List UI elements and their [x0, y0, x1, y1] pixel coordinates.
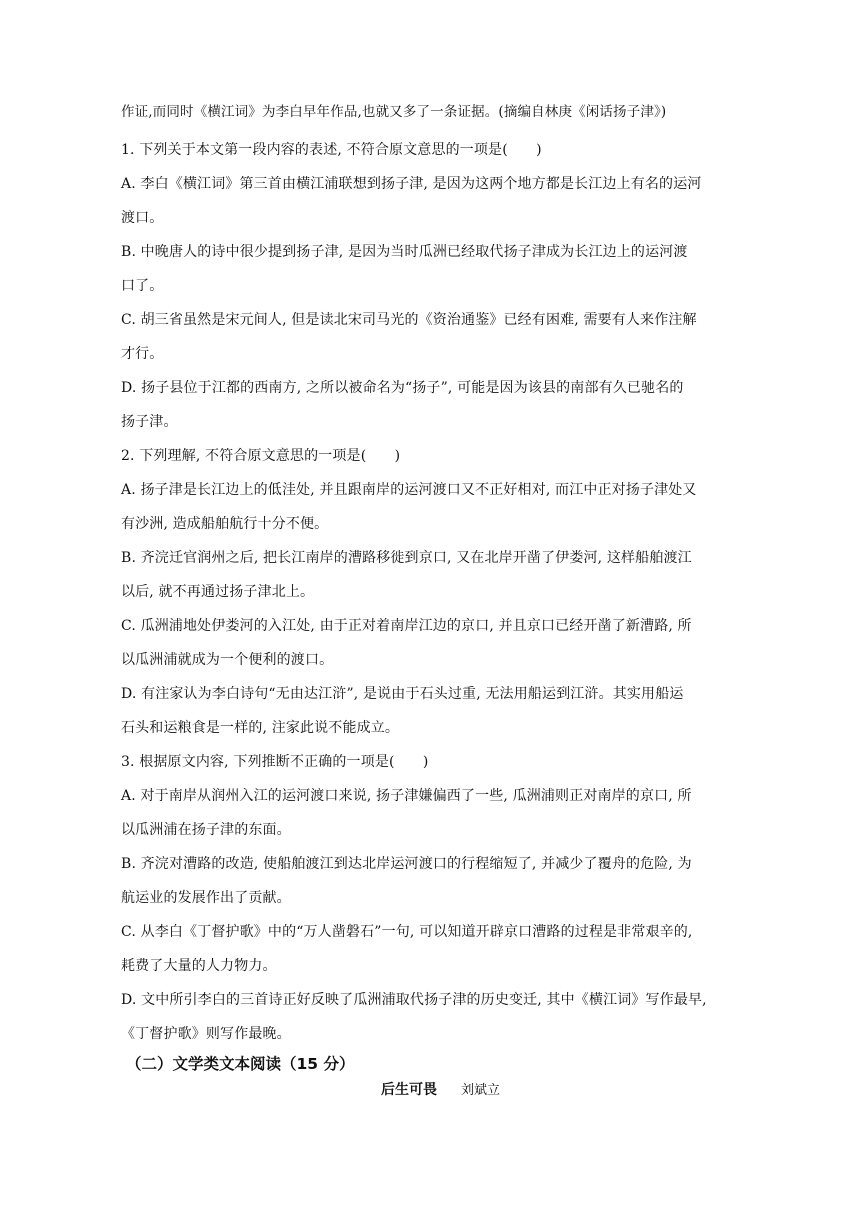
story-author: 刘斌立 — [461, 1083, 501, 1098]
q3-option-a-line2: 以瓜洲浦在扬子津的东面。 — [121, 822, 291, 838]
q1-option-c-line2: 才行。 — [121, 346, 164, 362]
q2-option-b-line1: B. 齐浣迁官润州之后, 把长江南岸的漕路移徙到京口, 又在北岸开凿了伊娄河, 这样船舶渡江 — [121, 550, 692, 566]
q3-option-b-line1: B. 齐浣对漕路的改造, 使船舶渡江到达北岸运河渡口的行程缩短了, 并减少了覆舟的危险, 为 — [121, 856, 692, 872]
question-3-stem: 3. 根据原文内容, 下列推断不正确的一项是( ) — [121, 754, 429, 770]
q3-option-d-line1: D. 文中所引李白的三首诗正好反映了瓜洲浦取代扬子津的历史变迁, 其中《横江词》写作最早, — [121, 992, 707, 1008]
q2-option-a-line1: A. 扬子津是长江边上的低洼处, 并且跟南岸的运河渡口又不正好相对, 而江中正对扬子津处又 — [121, 482, 697, 498]
section-heading: （二）文学类文本阅读（15 分） — [126, 1055, 355, 1073]
q3-option-b-line2: 航运业的发展作出了贡献。 — [121, 890, 291, 906]
q1-option-b-line2: 口了。 — [121, 278, 164, 294]
q2-option-b-line2: 以后, 就不再通过扬子津北上。 — [121, 584, 315, 600]
q1-option-b-line1: B. 中晚唐人的诗中很少提到扬子津, 是因为当时瓜洲已经取代扬子津成为长江边上的运河渡 — [121, 244, 688, 260]
story-title: 后生可畏 — [381, 1082, 437, 1098]
question-1-stem: 1. 下列关于本文第一段内容的表述, 不符合原文意思的一项是( ) — [121, 142, 542, 158]
q1-option-a-line1: A. 李白《横江词》第三首由横江浦联想到扬子津, 是因为这两个地方都是长江边上有名的运河 — [121, 176, 702, 192]
story-title-row — [381, 1080, 500, 1101]
q1-option-d-line1: D. 扬子县位于江都的西南方, 之所以被命名为“扬子”, 可能是因为该县的南部有久已驰名的 — [121, 380, 684, 396]
q2-option-d-line1: D. 有注家认为李白诗句“无由达江浒”, 是说由于石头过重, 无法用船运到江浒。其实用船运 — [121, 686, 684, 702]
q3-option-c-line2: 耗费了大量的人力物力。 — [121, 958, 277, 974]
q2-option-d-line2: 石头和运粮食是一样的, 注家此说不能成立。 — [121, 720, 400, 736]
q1-option-d-line2: 扬子津。 — [121, 414, 178, 430]
q2-option-a-line2: 有沙洲, 造成船舶航行十分不便。 — [121, 516, 329, 532]
question-2-stem: 2. 下列理解, 不符合原文意思的一项是( ) — [121, 448, 401, 464]
q3-option-a-line1: A. 对于南岸从润州入江的运河渡口来说, 扬子津嫌偏西了一些, 瓜洲浦则正对南岸的京口, 所 — [121, 788, 692, 804]
q1-option-c-line1: C. 胡三省虽然是宋元间人, 但是读北宋司马光的《资治通鉴》已经有困难, 需要有人来作注解 — [121, 312, 697, 328]
q3-option-c-line1: C. 从李白《丁督护歌》中的“万人凿磐石”一句, 可以知道开辟京口漕路的过程是非常艰辛的, — [121, 924, 693, 940]
intro-line: 作证,而同时《横江词》为李白早年作品,也就又多了一条证据。(摘编自林庚《闲话扬子津》) — [121, 104, 667, 120]
q1-option-a-line2: 渡口。 — [121, 210, 164, 226]
q2-option-c-line2: 以瓜洲浦就成为一个便利的渡口。 — [121, 652, 334, 668]
q2-option-c-line1: C. 瓜洲浦地处伊娄河的入江处, 由于正对着南岸江边的京口, 并且京口已经开凿了新漕路, 所 — [121, 618, 692, 634]
q3-option-d-line2: 《丁督护歌》则写作最晚。 — [121, 1026, 291, 1042]
